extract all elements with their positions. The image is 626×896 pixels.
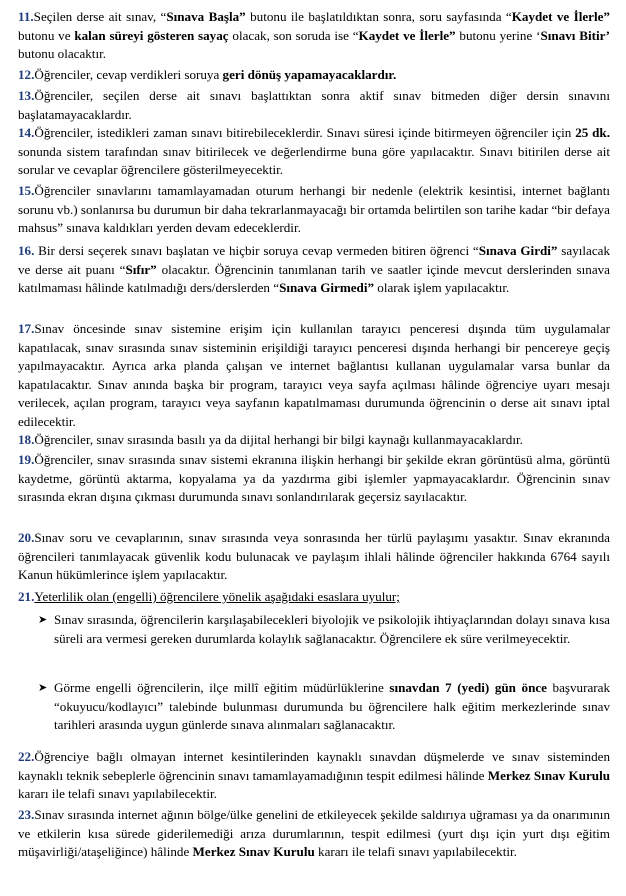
item-number: 14.	[18, 125, 35, 140]
rule-item-18: 18.Öğrenciler, sınav sırasında basılı ya da dijital herhangi bir bilgi kaynağı kullanmayacaklardır.	[18, 432, 523, 447]
rule-item-16: 16. Bir dersi seçerek sınavı başlatan ve hiçbir soruya cevap vermeden bitiren öğrenci “Sınava Girdi” sayılacak ve derse ait puanı “Sıfır” olacaktır. Öğrencinin tanımlanan tarih ve saatler içinde mevcut derslerinden sınava katılmaması hâlinde katılmadığı ders/derslerden “Sınava Girmedi” olarak işlem yapılacaktır.	[18, 243, 611, 295]
item-number: 17.	[18, 321, 35, 336]
rule-item-17: 17.Sınav öncesinde sınav sistemine erişim için kullanılan tarayıcı penceresi dışında tüm uygulamalar kapatılacak, sınav sırasında sınav sisteminin erişildiği tarayıcı penceresi dışında herhangi bir pencereye geçiş yapılmayacaktır. Ayrıca arka planda çalışan ve internet bağlantısı kullanan uygulamalar varsa bunlar da kapatılacaktır. Sınav anında başka bir program, tarayıcı veya sayfa açılması hâlinde öğrenciye uyarı mesajı verilecek, açılan program, tarayıcı veya sayfanın kapatılmaması durumunda öğrencinin o derse ait sınavı iptal edilecektir.	[18, 321, 610, 429]
sub-bullet-1: ➤ Sınav sırasında, öğrencilerin karşılaşabilecekleri biyolojik ve psikolojik ihtiyaçlarından dolayı sınava kısa süreli ara vermesi gereken durumlarda kolaylık sağlanacaktır. Öğrencilere ek süre verilmeyecektir.	[38, 612, 610, 646]
arrow-right-icon: ➤	[38, 681, 48, 694]
rule-item-14: 14.Öğrenciler, istedikleri zaman sınavı bitirebileceklerdir. Sınavı süresi içinde bitirmeyen öğrenciler için 25 dk. sonunda sistem tarafından sınav bitirilecek ve değerlendirme buna göre yapılacaktır. Sınavı bitirilen derse ait sorular ve cevaplar öğrencilere gösterilmeyecektir.	[18, 125, 610, 177]
rule-item-22: 22.Öğrenciye bağlı olmayan internet kesintilerinden kaynaklı sınavdan düşmelerde ve sınav sisteminden kaynaklı teknik sebeplerle öğrencinin sınavı tamamlayamadığının tespit edilmesi hâlinde Merkez Sınav Kurulu kararı ile telafi sınavı yapılabilecektir.	[18, 749, 610, 801]
item-number: 16.	[18, 243, 35, 258]
item-number: 13.	[18, 88, 35, 103]
rule-item-21: 21.Yeterlilik olan (engelli) öğrencilere yönelik aşağıdaki esaslara uyulur;	[18, 589, 400, 604]
arrow-right-icon: ➤	[38, 613, 48, 626]
rule-item-15: 15.Öğrenciler sınavlarını tamamlayamadan oturum herhangi bir nedenle (elektrik kesintisi, internet bağlantı sorunu vb.) sonlanırsa bu durumun bir daha tekrarlanmayacağı bir ortamda belirtilen son tarihe kadar “bir defaya mahsus” sınava kaldıkları yerden devam edeceklerdir.	[18, 183, 610, 235]
rule-item-13: 13.Öğrenciler, seçilen derse ait sınavı başlattıktan sonra aktif sınav bitmeden diğer dersin sınavını başlatamayacaklardır.	[18, 88, 610, 122]
item-number: 19.	[18, 452, 35, 467]
item-number: 12.	[18, 67, 35, 82]
rule-item-11: 11.Seçilen derse ait sınav, “Sınava Başla” butonu ile başlatıldıktan sonra, soru sayfasında “Kaydet ve İlerle” butonu ve kalan süreyi gösteren sayaç olacak, son soruda ise “Kaydet ve İlerle” butonu yerine ‘Sınavı Bitir’ butonu olacaktır.	[18, 9, 610, 61]
item-number: 21.	[18, 589, 35, 604]
item-number: 23.	[18, 807, 35, 822]
rule-item-19: 19.Öğrenciler, sınav sırasında sınav sistemi ekranına ilişkin herhangi bir şekilde ekran görüntüsü alma, görüntü kaydetme, görüntü aktarma, kopyalama ya da yazdırma gibi işlemler yapmayacaklardır. Öğrencinin sınav sırasında ekran dışına çıkması durumunda sınavı sonlandırılarak geçersiz sayılacaktır.	[18, 452, 610, 504]
rule-item-23: 23.Sınav sırasında internet ağının bölge/ülke genelini de etkileyecek şekilde saldırıya uğraması ya da onarımının ve etkilerin kısa sürede giderilemediği arıza durumlarının, tespit edilmesi (yurt dışı için yurt dışı eğitim müşavirliği/ataşeliğince) hâlinde Merkez Sınav Kurulu kararı ile telafi sınavı yapılabilecektir.	[18, 807, 610, 859]
item-number: 15.	[18, 183, 35, 198]
item-number: 18.	[18, 432, 35, 447]
sub-bullet-2: ➤ Görme engelli öğrencilerin, ilçe millî eğitim müdürlüklerine sınavdan 7 (yedi) gün önce başvurarak “okuyucu/kodlayıcı” talebinde bulunması durumunda bu öğrencilere halk eğitim merkezlerinde sınav tarihleri arasında uygun günlerde sınava alınmaları sağlanacaktır.	[38, 680, 610, 732]
rule-item-12: 12.Öğrenciler, cevap verdikleri soruya geri dönüş yapamayacaklardır.	[18, 67, 397, 82]
rule-item-20: 20.Sınav soru ve cevaplarının, sınav sırasında veya sonrasında her türlü paylaşımı yasaktır. Sınav ekranında öğrencileri tanımlayacak güvenlik kodu bulunacak ve paylaşım ihlali hâlinde öğrenciler hakkında 6764 sayılı Kanun hükümlerince işlem yapılacaktır.	[18, 530, 610, 582]
item-number: 11.	[18, 9, 34, 24]
item-number: 22.	[18, 749, 35, 764]
item-number: 20.	[18, 530, 35, 545]
